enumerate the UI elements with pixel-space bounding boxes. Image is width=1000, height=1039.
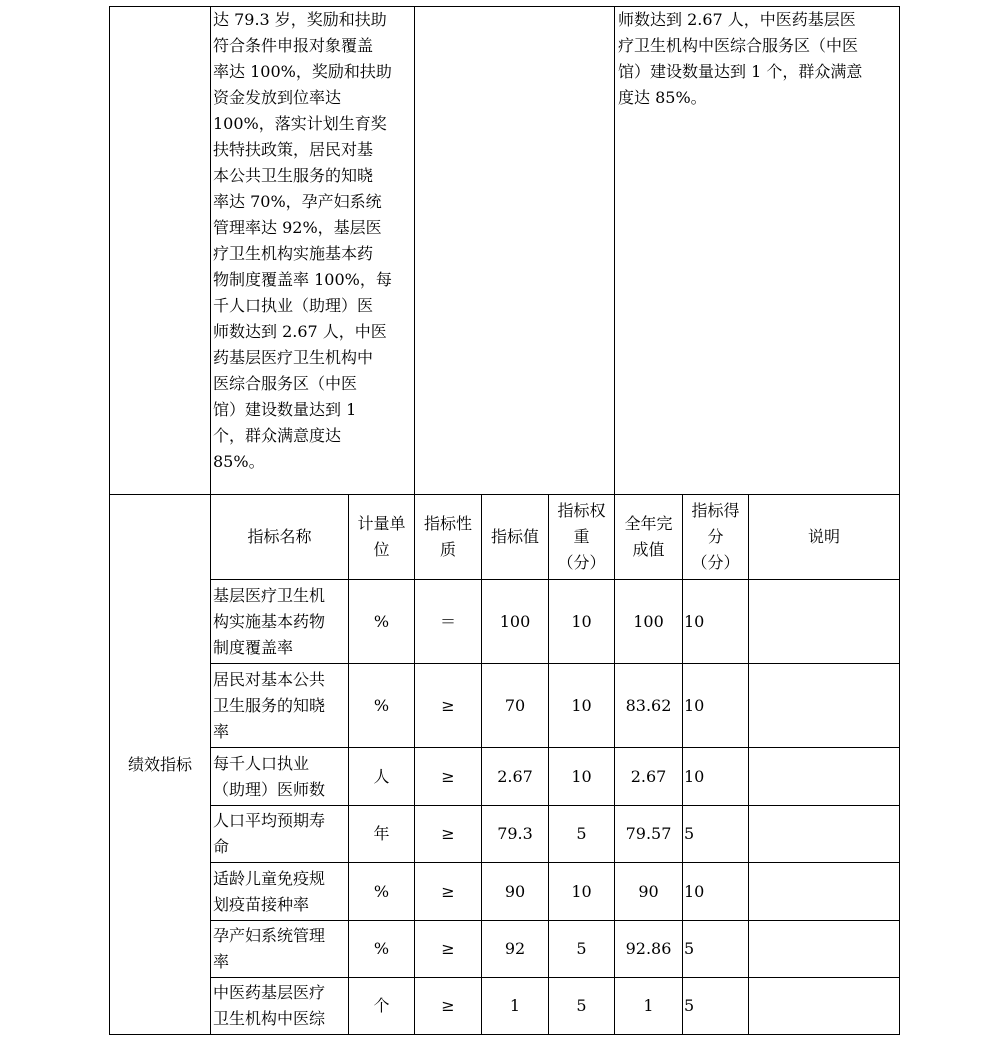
row-indicator-name: 适龄儿童免疫规 划疫苗接种率 <box>213 868 326 914</box>
row-score: 5 <box>684 939 695 958</box>
row-note <box>751 580 899 663</box>
row-score: 10 <box>684 611 705 631</box>
row-nature: ≥ <box>441 824 455 843</box>
row-note <box>751 863 899 920</box>
row-note <box>751 664 899 747</box>
header-indicator-name: 指标名称 <box>247 527 312 546</box>
row-weight: 10 <box>571 881 592 901</box>
header-actual-value: 全年完 成值 <box>624 514 673 559</box>
row-nature: ≥ <box>441 996 455 1015</box>
row-note <box>751 806 899 862</box>
row-note <box>751 748 899 805</box>
row-nature: ≥ <box>441 939 455 958</box>
header-nature: 指标性 质 <box>423 514 472 559</box>
row-indicator-name: 每千人口执业 （助理）医师数 <box>213 753 326 799</box>
row-actual-value: 100 <box>633 611 664 631</box>
row-unit: % <box>373 939 390 958</box>
row-note <box>751 978 899 1034</box>
header-unit: 计量单 位 <box>357 514 406 559</box>
row-target-value: 70 <box>504 695 526 715</box>
row-indicator-name: 孕产妇系统管理 率 <box>213 926 326 971</box>
row-target-value: 92 <box>504 939 526 958</box>
row-actual-value: 83.62 <box>625 695 672 715</box>
row-target-value: 79.3 <box>497 824 533 843</box>
section-label: 绩效指标 <box>127 755 192 774</box>
row-note <box>751 921 899 977</box>
row-nature: ＝ <box>439 611 456 631</box>
row-unit: % <box>373 881 390 901</box>
row-actual-value: 90 <box>638 881 659 901</box>
left-description-paragraph: 达 79.3 岁，奖励和扶助 符合条件申报对象覆盖 率达 100%，奖励和扶助 资金发放到位率达 100%，落实计划生育奖 扶特扶政策，居民对基 本公共卫生服务的知晓 率达 70%，孕产妇系统 管理率达 92%，基层医 疗卫生机构实施基本药 物制度覆盖率 100%，每 千人口执业（助理）医 师数达到 2.67 人，中医 药基层医疗卫生机构中 医综合服务区（中医 馆）建设数量达到 1 个，群众满意度达 85%。 <box>213 10 392 471</box>
row-nature: ≥ <box>441 766 455 786</box>
row-actual-value: 79.57 <box>625 824 672 843</box>
row-actual-value: 92.86 <box>625 939 672 958</box>
row-unit: 年 <box>373 824 390 843</box>
row-score: 10 <box>684 695 705 715</box>
row-unit: % <box>373 611 390 631</box>
row-weight: 10 <box>571 695 592 715</box>
row-nature: ≥ <box>441 695 455 715</box>
row-score: 10 <box>684 766 705 786</box>
row-target-value: 1 <box>509 996 521 1015</box>
row-target-value: 2.67 <box>497 766 533 786</box>
row-score: 5 <box>684 996 695 1015</box>
row-weight: 5 <box>576 939 587 958</box>
row-nature: ≥ <box>441 881 455 901</box>
row-target-value: 100 <box>499 611 531 631</box>
row-weight: 10 <box>571 611 592 631</box>
right-description-paragraph: 师数达到 2.67 人，中医药基层医 疗卫生机构中医综合服务区（中医 馆）建设数量达到 1 个，群众满意 度达 85%。 <box>618 10 863 107</box>
row-indicator-name: 人口平均预期寿 命 <box>213 811 326 856</box>
row-unit: 个 <box>373 996 390 1015</box>
row-indicator-name: 居民对基本公共 卫生服务的知晓 率 <box>213 669 326 741</box>
row-actual-value: 2.67 <box>630 766 667 786</box>
row-target-value: 90 <box>504 881 526 901</box>
row-indicator-name: 基层医疗卫生机 构实施基本药物 制度覆盖率 <box>213 585 326 657</box>
row-score: 10 <box>684 881 705 901</box>
row-weight: 5 <box>576 996 587 1015</box>
row-indicator-name: 中医药基层医疗 卫生机构中医综 <box>213 983 326 1028</box>
header-note: 说明 <box>807 527 840 546</box>
header-score: 指标得 分 （分） <box>691 501 740 572</box>
row-unit: % <box>373 695 390 715</box>
row-unit: 人 <box>373 766 390 786</box>
row-actual-value: 1 <box>643 996 654 1015</box>
row-score: 5 <box>684 824 695 843</box>
row-weight: 5 <box>576 824 587 843</box>
header-target-value: 指标值 <box>490 527 539 546</box>
header-weight: 指标权 重 （分） <box>557 501 606 572</box>
row-weight: 10 <box>571 766 592 786</box>
